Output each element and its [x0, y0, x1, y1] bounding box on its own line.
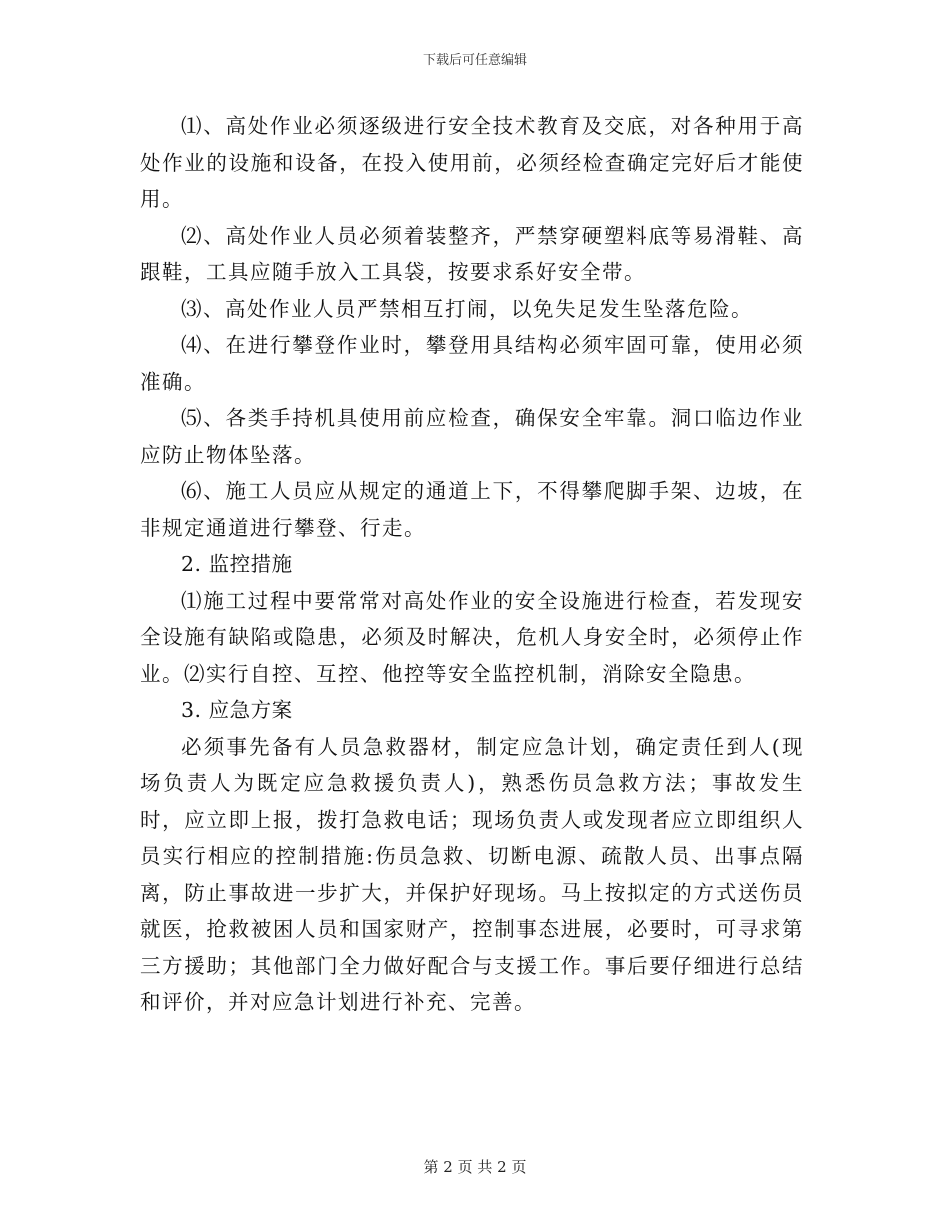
section-heading-emergency: 3. 应急方案	[181, 698, 293, 722]
section-heading-monitoring: 2. 监控措施	[181, 552, 293, 576]
page-footer: 第 2 页 共 2 页	[423, 1158, 527, 1176]
page-header: 下载后可任意编辑	[422, 53, 527, 68]
emergency-paragraph: 必须事先备有人员急救器材，制定应急计划，确定责任到人(现场负责人为既定应急救援负责人)，熟悉伤员急救方法；事故发生时，应立即上报，拨打急救电话；现场负责人或发现者应立即组织人员实行相应的控制措施:伤员急救、切断电源、疏散人员、出事点隔离，防止事故进一步扩大，并保护好现场。马上按拟定的方式送伤员就医，抢救被困人员和国家财产，控制事态进展，必要时，可寻求第三方援助；其他部门全力做好配合与支援工作。事后要仔细进行总结和评价，并对应急计划进行补充、完善。	[140, 734, 804, 1014]
monitoring-paragraph: ⑴施工过程中要常常对高处作业的安全设施进行检查，若发现安全设施有缺陷或隐患，必须及时解决，危机人身安全时，必须停止作业。⑵实行自控、互控、他控等安全监控机制，消除安全隐患。	[140, 588, 804, 686]
safety-item-1: ⑴、高处作业必须逐级进行安全技术教育及交底，对各种用于高处作业的设施和设备，在投入使用前，必须经检查确定完好后才能使用。	[140, 114, 804, 211]
safety-item-4: ⑷、在进行攀登作业时，攀登用具结构必须牢固可靠，使用必须准确。	[140, 333, 804, 394]
document-body	[140, 108, 804, 1021]
safety-item-3: ⑶、高处作业人员严禁相互打闹，以免失足发生坠落危险。	[181, 296, 753, 321]
safety-item-5: ⑸、各类手持机具使用前应检查，确保安全牢靠。洞口临边作业应防止物体坠落。	[140, 406, 804, 467]
safety-item-6: ⑹、施工人员应从规定的通道上下，不得攀爬脚手架、边坡，在非规定通道进行攀登、行走。	[140, 479, 804, 540]
safety-item-2: ⑵、高处作业人员必须着装整齐，严禁穿硬塑料底等易滑鞋、高跟鞋，工具应随手放入工具袋，按要求系好安全带。	[140, 223, 804, 284]
